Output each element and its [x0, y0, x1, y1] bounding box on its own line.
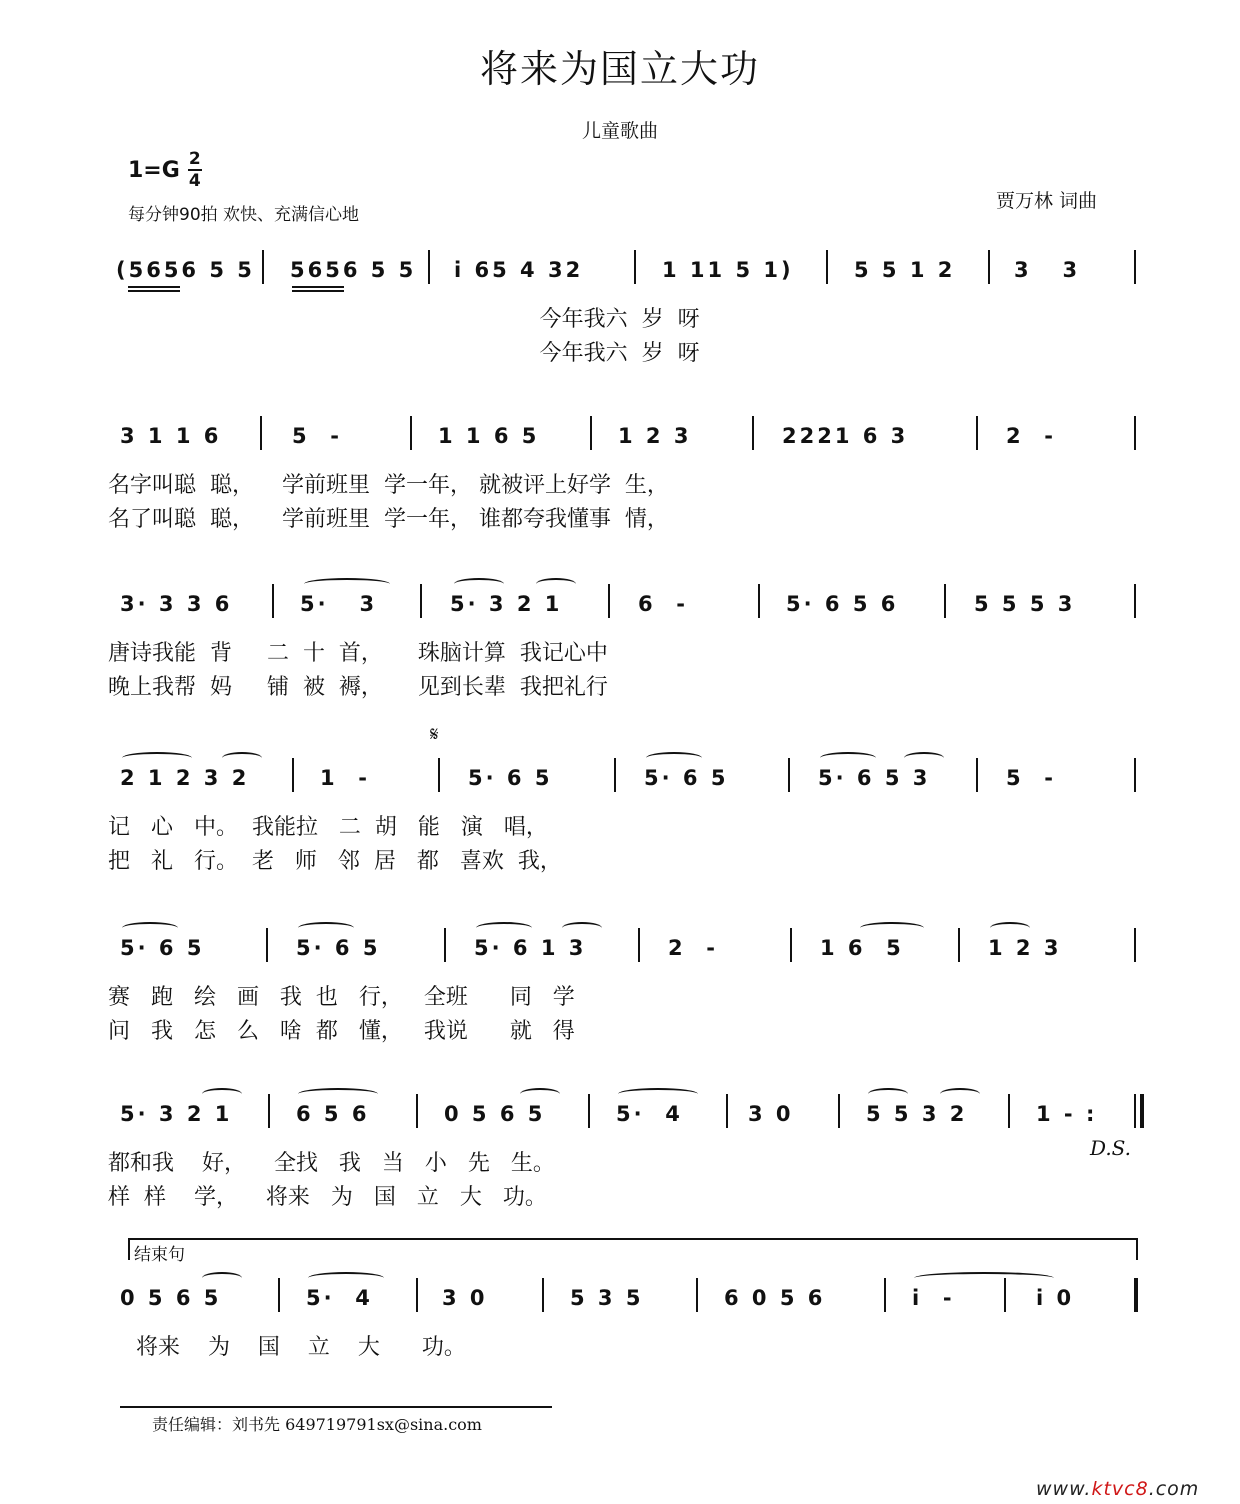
- measure: 6 -: [638, 592, 688, 616]
- measure: 1 2 3: [988, 936, 1062, 960]
- barline: [260, 416, 262, 450]
- footer-rule: [120, 1406, 552, 1408]
- key-signature: [128, 150, 202, 190]
- barline: [1134, 928, 1136, 962]
- lyrics-verse-1: 今年我六 岁 呀: [204, 307, 700, 332]
- measure: 5· 6 5 6: [786, 592, 899, 616]
- barline: [542, 1278, 544, 1312]
- measure: 5 5 1 2: [854, 258, 956, 282]
- measure: 1 11 5 1): [662, 258, 794, 282]
- measure: 2 1 2 3 2: [120, 766, 250, 790]
- measure: 3· 3 3 6: [120, 592, 233, 616]
- slur: [536, 578, 576, 590]
- key-label: 1=G: [128, 157, 180, 183]
- measure: 5· 6 5: [120, 936, 205, 960]
- lyrics-verse-1: 记 心 中。 我能拉 二 胡 能 演 唱，: [108, 815, 548, 840]
- slur: [298, 1088, 378, 1100]
- watermark-prefix: www.: [1036, 1478, 1092, 1500]
- slur: [122, 752, 192, 764]
- barline: [410, 416, 412, 450]
- slur: [820, 752, 876, 764]
- slur: [904, 752, 944, 764]
- song-subtitle: 儿童歌曲: [581, 120, 658, 142]
- measure: 5· 4: [616, 1102, 683, 1126]
- meter-top: 2: [188, 149, 201, 169]
- slur: [202, 1088, 242, 1100]
- coda-bracket: [128, 1238, 1138, 1260]
- measure: 2 -: [1006, 424, 1056, 448]
- tie: [914, 1272, 1054, 1284]
- meter-bottom: 4: [188, 171, 201, 191]
- lyrics-verse-1: 都和我 好， 全找 我 当 小 先 生。: [108, 1151, 555, 1176]
- slur: [454, 578, 504, 590]
- lyrics-coda: 将来 为 国 立 大 功。: [122, 1335, 466, 1360]
- barline: [420, 584, 422, 618]
- barline: [1134, 416, 1136, 450]
- measure: 5· 6 5: [296, 936, 381, 960]
- barline: [988, 250, 990, 284]
- measure: 6 5 6: [296, 1102, 370, 1126]
- lyrics-verse-2: 问 我 怎 么 啥 都 懂， 我说 就 得: [108, 1019, 575, 1044]
- score-line-5: [108, 924, 1148, 1074]
- measure: 1 1 6 5: [438, 424, 540, 448]
- slur: [868, 1088, 908, 1100]
- measure: 5 5 5 3: [974, 592, 1076, 616]
- song-title: 将来为国立大功: [479, 47, 760, 91]
- slur: [304, 578, 390, 590]
- slur: [646, 752, 702, 764]
- lyrics-verse-2: 把 礼 行。 老 师 邻 居 都 喜欢 我，: [108, 849, 562, 874]
- slur: [860, 922, 924, 934]
- barline: [634, 250, 636, 284]
- measure: 5· 4: [306, 1286, 373, 1310]
- repeat-barline: [1140, 1094, 1144, 1128]
- barline: [976, 416, 978, 450]
- lyrics-verse-1: 赛 跑 绘 画 我 也 行， 全班 同 学: [108, 985, 575, 1010]
- measure: 3 0: [442, 1286, 488, 1310]
- notes-row: [108, 1274, 1148, 1324]
- measure: 5· 6 5: [468, 766, 553, 790]
- measure: 1 - :: [1036, 1102, 1098, 1126]
- barline: [266, 928, 268, 962]
- notes-row: [108, 754, 1148, 804]
- measure: 3 1 1 6: [120, 424, 222, 448]
- lyrics-verse-2: 今年我六 岁 呀: [204, 341, 700, 366]
- barline: [272, 584, 274, 618]
- beam: [292, 290, 344, 292]
- measure: 0 5 6 5: [120, 1286, 222, 1310]
- slur: [990, 922, 1030, 934]
- score-line-2: [108, 412, 1148, 562]
- measure: 5· 3: [300, 592, 378, 616]
- slur: [308, 1272, 384, 1284]
- measure: 3 0: [748, 1102, 794, 1126]
- barline: [884, 1278, 886, 1312]
- final-barline: [1134, 1278, 1138, 1312]
- watermark-brand: ktvc8: [1091, 1478, 1149, 1500]
- score-line-4: [108, 722, 1148, 904]
- coda-label: 结束句: [134, 1245, 185, 1265]
- barline: [696, 1278, 698, 1312]
- score-line-1: [108, 246, 1148, 396]
- segno-sign: 𝄋: [430, 722, 439, 746]
- measure: 5· 3 2 1: [450, 592, 563, 616]
- barline: [638, 928, 640, 962]
- measure: 5 3 5: [570, 1286, 644, 1310]
- barline: [438, 758, 440, 792]
- measure: 5· 3 2 1: [120, 1102, 233, 1126]
- notes-row: [108, 1090, 1148, 1140]
- beam: [292, 286, 344, 288]
- measure: (5656 5 5: [116, 258, 255, 282]
- beam: [128, 286, 180, 288]
- measure: 0 5 6 5: [444, 1102, 546, 1126]
- barline: [416, 1278, 418, 1312]
- lyrics-verse-2: 样 样 学， 将来 为 国 立 大 功。: [108, 1185, 547, 1210]
- measure: 1 -: [320, 766, 370, 790]
- score-line-coda: [108, 1274, 1148, 1424]
- barline: [726, 1094, 728, 1128]
- measure: 3 3: [1014, 258, 1081, 282]
- lyrics-verse-2: 名了叫聪 聪， 学前班里 学一年， 谁都夸我懂事 情，: [108, 507, 669, 532]
- notes-row: [108, 924, 1148, 974]
- beam: [128, 290, 180, 292]
- measure: i 65 4 32: [454, 258, 584, 282]
- measure: 5· 6 1 3: [474, 936, 587, 960]
- site-watermark: [1036, 1478, 1199, 1500]
- slur: [476, 922, 532, 934]
- measure: 5· 6 5 3: [818, 766, 931, 790]
- barline: [262, 250, 264, 284]
- ds-marking: D.S.: [1090, 1136, 1132, 1160]
- barline: [608, 584, 610, 618]
- score-line-6: [108, 1090, 1148, 1240]
- notes-row: [108, 412, 1148, 462]
- barline: [838, 1094, 840, 1128]
- barline: [1134, 758, 1136, 792]
- barline: [428, 250, 430, 284]
- barline: [826, 250, 828, 284]
- barline: [1008, 1094, 1010, 1128]
- lyrics-verse-1: 名字叫聪 聪， 学前班里 学一年， 就被评上好学 生，: [108, 473, 669, 498]
- measure: 5 5 3 2: [866, 1102, 968, 1126]
- measure: 5 -: [292, 424, 342, 448]
- slur: [562, 922, 602, 934]
- barline: [588, 1094, 590, 1128]
- barline: [268, 1094, 270, 1128]
- measure: 5· 6 5: [644, 766, 729, 790]
- barline: [614, 758, 616, 792]
- notes-row: [108, 580, 1148, 630]
- measure: 2 -: [668, 936, 718, 960]
- score-line-3: [108, 580, 1148, 730]
- measure: 5656 5 5: [290, 258, 417, 282]
- slur: [298, 922, 354, 934]
- barline: [752, 416, 754, 450]
- watermark-suffix: .com: [1148, 1478, 1200, 1500]
- barline: [1134, 584, 1136, 618]
- barline: [1134, 250, 1136, 284]
- barline: [788, 758, 790, 792]
- slur: [222, 752, 262, 764]
- slur: [940, 1088, 980, 1100]
- barline: [976, 758, 978, 792]
- measure: 2221 6 3: [782, 424, 909, 448]
- barline: [758, 584, 760, 618]
- barline: [944, 584, 946, 618]
- measure: 5 -: [1006, 766, 1056, 790]
- slur: [122, 922, 178, 934]
- editor-credit: 责任编辑：刘书先 649719791sx@sina.com: [152, 1415, 482, 1434]
- barline: [958, 928, 960, 962]
- lyrics-verse-2: 晚上我帮 妈 铺 被 褥， 见到长辈 我把礼行: [108, 675, 608, 700]
- barline: [292, 758, 294, 792]
- measure: 1 2 3: [618, 424, 692, 448]
- notes-row: [108, 246, 1148, 296]
- measure: i -: [912, 1286, 955, 1310]
- slur: [618, 1088, 698, 1100]
- barline: [444, 928, 446, 962]
- barline: [278, 1278, 280, 1312]
- tempo-marking: 每分钟90拍 欢快、充满信心地: [128, 205, 360, 225]
- measure: 1 6 5: [820, 936, 904, 960]
- measure: 6 0 5 6: [724, 1286, 826, 1310]
- barline: [590, 416, 592, 450]
- composer: 贾万林 词曲: [996, 190, 1098, 212]
- lyrics-verse-1: 唐诗我能 背 二 十 首， 珠脑计算 我记心中: [108, 641, 608, 666]
- time-signature: [188, 150, 202, 190]
- barline: [790, 928, 792, 962]
- barline: [416, 1094, 418, 1128]
- slur: [520, 1088, 560, 1100]
- slur: [202, 1272, 242, 1284]
- barline: [1134, 1094, 1136, 1128]
- measure: i 0: [1036, 1286, 1075, 1310]
